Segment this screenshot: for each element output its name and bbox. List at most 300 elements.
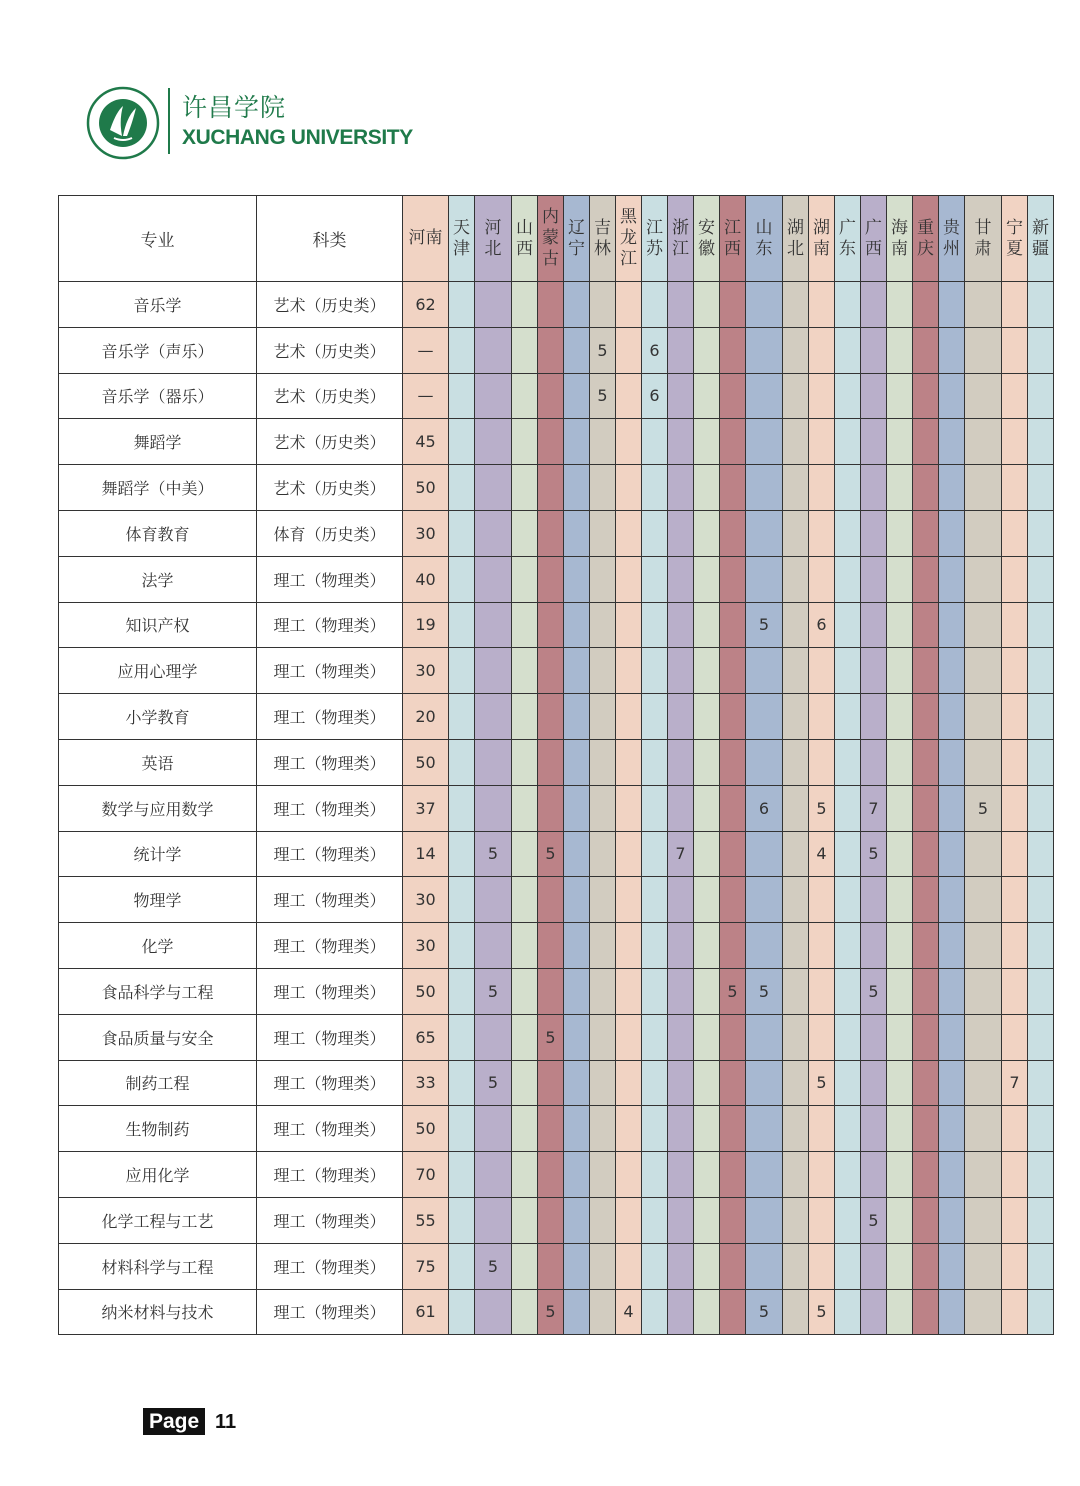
province-header: 辽 宁 [564, 196, 590, 282]
quota-cell [1028, 465, 1054, 511]
quota-cell [783, 419, 809, 465]
quota-cell [809, 1197, 835, 1243]
quota-cell [809, 1152, 835, 1198]
quota-cell [835, 648, 861, 694]
quota-cell [694, 785, 720, 831]
quota-cell [809, 1243, 835, 1289]
quota-cell [913, 510, 939, 556]
quota-cell: 7 [1002, 1060, 1028, 1106]
table-row [59, 1152, 1054, 1198]
quota-cell [512, 282, 538, 328]
quota-cell [668, 1243, 694, 1289]
quota-cell [642, 739, 668, 785]
quota-cell [590, 510, 616, 556]
quota-cell [590, 648, 616, 694]
quota-cell [642, 465, 668, 511]
quota-cell [616, 968, 642, 1014]
quota-cell [965, 739, 1002, 785]
quota-cell [616, 1152, 642, 1198]
quota-cell [642, 282, 668, 328]
quota-cell [913, 968, 939, 1014]
quota-cell [590, 694, 616, 740]
quota-cell [564, 1060, 590, 1106]
quota-cell [475, 1106, 512, 1152]
quota-cell [616, 373, 642, 419]
quota-cell [564, 785, 590, 831]
quota-cell [616, 419, 642, 465]
province-header: 吉 林 [590, 196, 616, 282]
quota-cell [861, 1243, 887, 1289]
quota-cell: 5 [590, 373, 616, 419]
major-cell: 数学与应用数学 [59, 785, 257, 831]
quota-cell [835, 556, 861, 602]
quota-cell [861, 602, 887, 648]
university-logo [86, 86, 160, 160]
quota-cell [939, 1152, 965, 1198]
quota-cell [668, 602, 694, 648]
quota-cell [720, 282, 746, 328]
quota-cell [783, 1197, 809, 1243]
province-header: 广 东 [835, 196, 861, 282]
quota-cell [538, 785, 564, 831]
quota-cell [590, 1014, 616, 1060]
quota-cell [512, 556, 538, 602]
quota-cell [720, 465, 746, 511]
quota-cell [965, 1289, 1002, 1335]
quota-cell [538, 327, 564, 373]
category-cell: 理工（物理类） [257, 1014, 403, 1060]
quota-cell [1028, 1289, 1054, 1335]
quota-cell [668, 739, 694, 785]
province-header: 江 西 [720, 196, 746, 282]
quota-cell [449, 1243, 475, 1289]
major-cell: 应用化学 [59, 1152, 257, 1198]
quota-cell [835, 1106, 861, 1152]
quota-cell [939, 968, 965, 1014]
quota-cell [913, 1060, 939, 1106]
quota-cell [887, 1060, 913, 1106]
quota-cell [564, 465, 590, 511]
quota-cell: 14 [403, 831, 449, 877]
quota-cell [449, 1289, 475, 1335]
quota-cell [720, 785, 746, 831]
quota-cell [783, 785, 809, 831]
quota-cell [783, 877, 809, 923]
quota-cell [538, 282, 564, 328]
quota-cell [809, 694, 835, 740]
quota-cell [783, 282, 809, 328]
quota-cell [835, 694, 861, 740]
table-row [59, 923, 1054, 969]
quota-cell [475, 1289, 512, 1335]
table-row [59, 373, 1054, 419]
quota-cell [616, 739, 642, 785]
quota-cell [668, 282, 694, 328]
quota-cell [538, 648, 564, 694]
quota-cell [449, 1014, 475, 1060]
quota-cell [449, 510, 475, 556]
quota-cell [564, 648, 590, 694]
quota-cell [861, 282, 887, 328]
quota-cell [616, 282, 642, 328]
quota-cell [538, 602, 564, 648]
quota-cell [913, 327, 939, 373]
province-header: 安 徽 [694, 196, 720, 282]
major-cell: 制药工程 [59, 1060, 257, 1106]
quota-cell [783, 739, 809, 785]
quota-cell [564, 877, 590, 923]
quota-cell [616, 877, 642, 923]
quota-cell: 5 [746, 1289, 783, 1335]
quota-cell [475, 694, 512, 740]
major-cell: 物理学 [59, 877, 257, 923]
quota-cell [694, 373, 720, 419]
quota-cell [887, 923, 913, 969]
quota-cell [720, 1060, 746, 1106]
quota-cell [746, 282, 783, 328]
quota-cell [835, 602, 861, 648]
table-row [59, 648, 1054, 694]
quota-cell [809, 648, 835, 694]
quota-cell [1028, 877, 1054, 923]
quota-cell [835, 1014, 861, 1060]
quota-cell [965, 1060, 1002, 1106]
quota-cell [668, 327, 694, 373]
quota-cell: 70 [403, 1152, 449, 1198]
table-row [59, 877, 1054, 923]
quota-cell [965, 510, 1002, 556]
quota-cell [887, 282, 913, 328]
quota-cell [720, 694, 746, 740]
quota-cell [642, 1014, 668, 1060]
province-header: 河 北 [475, 196, 512, 282]
quota-cell [861, 327, 887, 373]
quota-cell [475, 739, 512, 785]
quota-cell [746, 1060, 783, 1106]
quota-cell [861, 465, 887, 511]
quota-cell: 7 [861, 785, 887, 831]
table-row [59, 831, 1054, 877]
quota-cell: 6 [642, 327, 668, 373]
quota-cell [720, 648, 746, 694]
quota-cell [965, 373, 1002, 419]
category-cell: 理工（物理类） [257, 785, 403, 831]
quota-cell [887, 785, 913, 831]
quota-cell [887, 556, 913, 602]
quota-cell [590, 739, 616, 785]
quota-cell [783, 510, 809, 556]
quota-cell [538, 1243, 564, 1289]
quota-cell [449, 739, 475, 785]
province-header: 贵 州 [939, 196, 965, 282]
quota-cell: 30 [403, 923, 449, 969]
quota-cell [939, 1014, 965, 1060]
quota-cell [887, 1197, 913, 1243]
quota-cell [939, 510, 965, 556]
province-header: 新 疆 [1028, 196, 1054, 282]
quota-cell [746, 556, 783, 602]
quota-cell [1028, 327, 1054, 373]
quota-cell [642, 1289, 668, 1335]
quota-cell [590, 1060, 616, 1106]
quota-cell [939, 602, 965, 648]
quota-cell [1028, 556, 1054, 602]
quota-cell [965, 465, 1002, 511]
quota-cell [668, 877, 694, 923]
quota-cell [668, 1289, 694, 1335]
quota-cell [668, 1014, 694, 1060]
quota-cell [616, 556, 642, 602]
province-header: 江 苏 [642, 196, 668, 282]
quota-cell: 5 [809, 785, 835, 831]
quota-cell [835, 1289, 861, 1335]
quota-cell [642, 1243, 668, 1289]
quota-cell [668, 556, 694, 602]
page-label: Page [143, 1408, 205, 1435]
quota-cell: 5 [809, 1289, 835, 1335]
table-row [59, 1014, 1054, 1060]
quota-cell [538, 1152, 564, 1198]
quota-cell [913, 1106, 939, 1152]
quota-cell [887, 1106, 913, 1152]
quota-cell [939, 282, 965, 328]
quota-cell [475, 785, 512, 831]
quota-cell [512, 923, 538, 969]
category-cell: 理工（物理类） [257, 739, 403, 785]
table-row [59, 556, 1054, 602]
quota-cell [538, 1106, 564, 1152]
quota-cell [887, 419, 913, 465]
category-cell: 理工（物理类） [257, 648, 403, 694]
quota-cell [512, 694, 538, 740]
quota-cell: 50 [403, 465, 449, 511]
quota-cell [746, 1197, 783, 1243]
quota-cell: 5 [720, 968, 746, 1014]
quota-cell [475, 877, 512, 923]
quota-cell [835, 1152, 861, 1198]
quota-cell [887, 1289, 913, 1335]
quota-cell [887, 968, 913, 1014]
major-cell: 应用心理学 [59, 648, 257, 694]
quota-cell [720, 1243, 746, 1289]
quota-cell [538, 465, 564, 511]
quota-cell [809, 556, 835, 602]
quota-cell: 33 [403, 1060, 449, 1106]
quota-cell [616, 602, 642, 648]
major-cell: 音乐学（器乐） [59, 373, 257, 419]
quota-cell: 5 [475, 1060, 512, 1106]
category-cell: 理工（物理类） [257, 1060, 403, 1106]
quota-cell [590, 923, 616, 969]
table-row [59, 1243, 1054, 1289]
quota-cell [564, 1289, 590, 1335]
quota-cell [616, 923, 642, 969]
quota-cell [642, 831, 668, 877]
quota-cell [861, 510, 887, 556]
category-cell: 艺术（历史类） [257, 282, 403, 328]
quota-cell [720, 1289, 746, 1335]
quota-cell: 30 [403, 877, 449, 923]
quota-cell [783, 556, 809, 602]
quota-cell [835, 465, 861, 511]
quota-cell [809, 923, 835, 969]
quota-cell [1002, 373, 1028, 419]
quota-cell [616, 1014, 642, 1060]
quota-cell [512, 877, 538, 923]
quota-cell [538, 1197, 564, 1243]
quota-cell [965, 1197, 1002, 1243]
quota-cell [564, 694, 590, 740]
quota-cell [694, 602, 720, 648]
quota-cell [783, 1014, 809, 1060]
page-number: 11 [215, 1411, 237, 1433]
province-header: 湖 南 [809, 196, 835, 282]
quota-cell [1002, 877, 1028, 923]
quota-cell [512, 419, 538, 465]
quota-cell: 5 [861, 831, 887, 877]
category-cell: 艺术（历史类） [257, 373, 403, 419]
quota-cell [538, 510, 564, 556]
quota-cell [809, 327, 835, 373]
quota-cell [564, 1197, 590, 1243]
table-row [59, 282, 1054, 328]
quota-cell [475, 1014, 512, 1060]
quota-cell [887, 327, 913, 373]
quota-cell [616, 465, 642, 511]
quota-cell [538, 923, 564, 969]
category-cell: 理工（物理类） [257, 1152, 403, 1198]
quota-cell [449, 602, 475, 648]
quota-cell [616, 1060, 642, 1106]
quota-cell [512, 1152, 538, 1198]
quota-cell [1028, 373, 1054, 419]
quota-cell: 19 [403, 602, 449, 648]
quota-cell [616, 785, 642, 831]
quota-cell [564, 419, 590, 465]
quota-cell [538, 968, 564, 1014]
category-cell: 体育（历史类） [257, 510, 403, 556]
quota-cell [564, 602, 590, 648]
quota-cell [512, 739, 538, 785]
quota-cell [861, 923, 887, 969]
quota-cell [642, 1197, 668, 1243]
quota-cell [642, 785, 668, 831]
quota-cell [449, 1060, 475, 1106]
university-name-en: XUCHANG UNIVERSITY [182, 126, 413, 149]
quota-cell: 62 [403, 282, 449, 328]
quota-cell: 5 [538, 1289, 564, 1335]
quota-cell [538, 419, 564, 465]
quota-cell [668, 1152, 694, 1198]
quota-cell [694, 648, 720, 694]
quota-cell [861, 694, 887, 740]
quota-cell [965, 1243, 1002, 1289]
category-cell: 理工（物理类） [257, 968, 403, 1014]
quota-cell [642, 877, 668, 923]
quota-cell: 5 [861, 1197, 887, 1243]
quota-cell [616, 1197, 642, 1243]
quota-cell [449, 1152, 475, 1198]
quota-cell [449, 694, 475, 740]
quota-cell [913, 877, 939, 923]
quota-cell [913, 785, 939, 831]
quota-cell [1002, 1106, 1028, 1152]
quota-cell [913, 465, 939, 511]
quota-cell [861, 419, 887, 465]
quota-cell [1028, 1060, 1054, 1106]
category-cell: 理工（物理类） [257, 694, 403, 740]
quota-cell [835, 510, 861, 556]
header [86, 84, 446, 160]
quota-cell [913, 923, 939, 969]
quota-cell [512, 648, 538, 694]
quota-cell [887, 831, 913, 877]
major-header: 专业 [59, 196, 257, 282]
category-cell: 理工（物理类） [257, 1106, 403, 1152]
quota-cell [668, 785, 694, 831]
quota-cell [783, 831, 809, 877]
quota-cell [939, 1060, 965, 1106]
quota-cell [835, 1243, 861, 1289]
quota-cell: 5 [538, 831, 564, 877]
quota-cell [1028, 968, 1054, 1014]
province-header: 内 蒙 古 [538, 196, 564, 282]
quota-cell [1028, 785, 1054, 831]
quota-cell [1028, 510, 1054, 556]
quota-cell [1002, 1014, 1028, 1060]
quota-cell [642, 1152, 668, 1198]
quota-cell [668, 465, 694, 511]
quota-cell [1028, 923, 1054, 969]
quota-cell [746, 327, 783, 373]
quota-cell [475, 1197, 512, 1243]
quota-cell [939, 785, 965, 831]
quota-cell [475, 419, 512, 465]
quota-cell [564, 923, 590, 969]
quota-cell [694, 1289, 720, 1335]
quota-cell [642, 694, 668, 740]
quota-cell [913, 694, 939, 740]
quota-cell [616, 831, 642, 877]
quota-cell [783, 1106, 809, 1152]
quota-cell [720, 1014, 746, 1060]
category-cell: 理工（物理类） [257, 1197, 403, 1243]
quota-cell [783, 923, 809, 969]
quota-cell [668, 510, 694, 556]
quota-cell [538, 1060, 564, 1106]
quota-cell [939, 556, 965, 602]
quota-cell [783, 465, 809, 511]
quota-cell [590, 1197, 616, 1243]
quota-cell [1028, 419, 1054, 465]
quota-cell [512, 1014, 538, 1060]
table-row [59, 968, 1054, 1014]
quota-cell [1002, 282, 1028, 328]
quota-cell [694, 877, 720, 923]
quota-cell [449, 785, 475, 831]
quota-cell [475, 556, 512, 602]
table-row [59, 785, 1054, 831]
quota-cell [590, 419, 616, 465]
quota-cell [939, 831, 965, 877]
quota-cell [694, 419, 720, 465]
quota-cell [694, 465, 720, 511]
quota-cell [965, 923, 1002, 969]
province-header: 黑 龙 江 [616, 196, 642, 282]
quota-cell [694, 510, 720, 556]
quota-cell [642, 648, 668, 694]
quota-cell [720, 556, 746, 602]
